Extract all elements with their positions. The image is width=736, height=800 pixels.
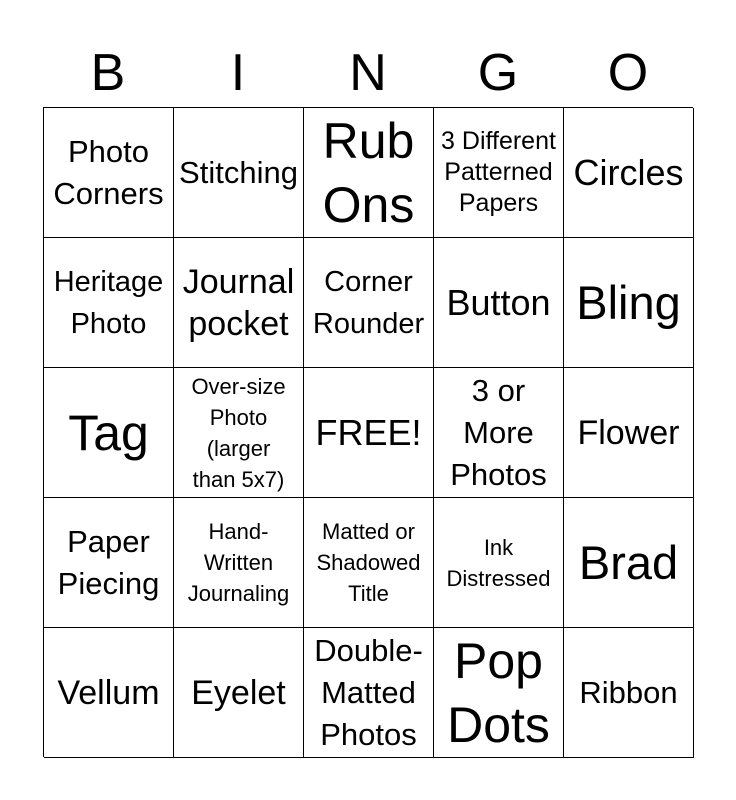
cell-label: Stitching [179,154,298,190]
bingo-cell[interactable] [304,108,434,238]
bingo-cell[interactable] [434,238,564,368]
bingo-cell[interactable] [434,108,564,238]
cell-label: Photo Corners [53,133,164,211]
bingo-cell[interactable] [304,628,434,758]
bingo-cell[interactable] [44,238,174,368]
bingo-cell[interactable] [434,498,564,628]
cell-label: 3 Different Patterned Papers [441,127,556,217]
cell-label: Tag [68,404,149,461]
cell-label: Ink Distressed [446,534,551,591]
cell-label: FREE! [315,411,422,453]
cell-label: Flower [577,413,680,452]
cell-label: Hand- Written Journaling [187,519,290,606]
cell-label: Paper Piecing [57,523,160,601]
bingo-cell[interactable] [304,498,434,628]
cell-label: Corner Rounder [312,265,425,340]
cell-label: Over-size Photo (larger than 5x7) [191,373,286,492]
header-letter-n: N [349,44,387,102]
header-letter-b: B [90,44,126,102]
bingo-cell[interactable] [44,108,174,238]
bingo-cell[interactable] [304,238,434,368]
cell-label: Vellum [57,673,160,712]
bingo-cell[interactable] [174,628,304,758]
free-space[interactable] [304,368,434,498]
bingo-header [43,40,693,106]
bingo-cell[interactable] [44,368,174,498]
bingo-cell[interactable] [174,108,304,238]
header-letter-i: I [230,44,246,102]
bingo-cell[interactable] [564,498,694,628]
bingo-cell[interactable] [44,498,174,628]
cell-label: Bling [576,275,681,329]
bingo-cell[interactable] [564,108,694,238]
cell-label: Circles [573,151,684,193]
cell-label: Double- Matted Photos [314,632,423,752]
header-letter-o: O [607,44,649,102]
cell-label: Pop Dots [447,632,550,753]
cell-label: Rub Ons [322,112,415,233]
cell-label: Ribbon [579,674,678,710]
cell-label: Journal pocket [182,262,295,343]
bingo-cell[interactable] [564,368,694,498]
cell-label: Matted or Shadowed Title [316,519,421,606]
cell-label: 3 or More Photos [450,372,547,492]
bingo-cell[interactable] [174,238,304,368]
bingo-cell[interactable] [564,238,694,368]
bingo-cell[interactable] [434,368,564,498]
header-letter-g: G [477,44,519,102]
cell-label: Button [446,281,551,323]
bingo-card [43,107,693,757]
cell-label: Heritage Photo [53,265,164,340]
bingo-cell[interactable] [44,628,174,758]
bingo-cell[interactable] [174,498,304,628]
cell-label: Eyelet [191,673,286,712]
cell-label: Brad [578,535,679,589]
bingo-cell[interactable] [434,628,564,758]
bingo-cell[interactable] [564,628,694,758]
bingo-cell[interactable] [174,368,304,498]
